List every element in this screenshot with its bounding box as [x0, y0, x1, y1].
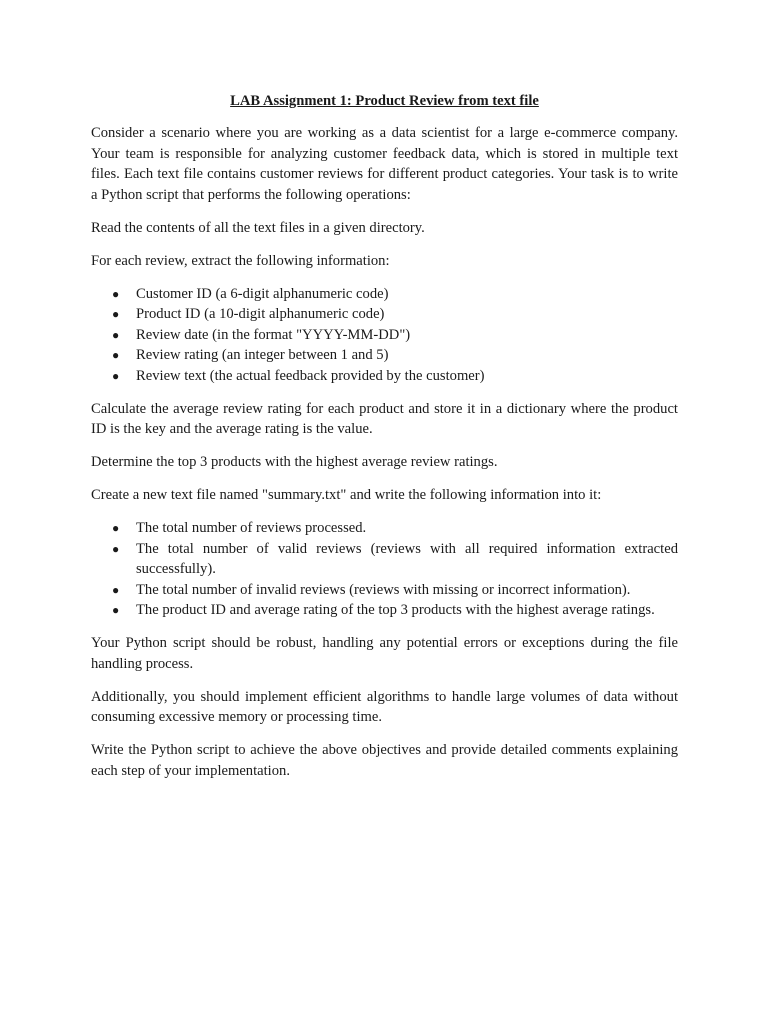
read-step-paragraph: Read the contents of all the text files in a given directory.	[91, 219, 425, 236]
bullet-icon: ●	[112, 541, 120, 556]
list-item-text: The product ID and average rating of the top 3 products with the highest average ratings.	[136, 602, 655, 618]
list-item-text: The total number of valid reviews (reviews with all required information extracted successfully).	[136, 540, 678, 577]
list-item-text: Review rating (an integer between 1 and 5)	[136, 347, 389, 363]
extract-step-paragraph: For each review, extract the following information:	[91, 252, 390, 269]
closing-paragraph: Write the Python script to achieve the above objectives and provide detailed comments explaining each step of your implementation.	[91, 742, 678, 779]
summary-list	[91, 518, 678, 621]
summary-step-paragraph: Create a new text file named "summary.txt" and write the following information into it:	[91, 487, 602, 503]
bullet-icon: ●	[112, 582, 120, 597]
list-item-text: The total number of invalid reviews (reviews with missing or incorrect information).	[136, 581, 631, 598]
robust-paragraph: Your Python script should be robust, handling any potential errors or exceptions during the file handling process.	[91, 635, 678, 672]
bullet-icon: ●	[112, 603, 120, 617]
list-item-text: Product ID (a 10-digit alphanumeric code)	[136, 306, 385, 322]
list-item-text: Review text (the actual feedback provided by the customer)	[136, 367, 485, 384]
list-item-text: Review date (in the format "YYYY-MM-DD")	[136, 326, 411, 343]
bullet-icon: ●	[112, 521, 120, 535]
bullet-icon: ●	[112, 286, 120, 301]
bullet-icon: ●	[112, 327, 120, 342]
average-step-paragraph: Calculate the average review rating for each product and store it in a dictionary where the product ID is the key and the average rating is the value.	[91, 400, 678, 437]
list-item	[91, 304, 678, 325]
list-item	[91, 518, 678, 539]
list-item	[91, 345, 678, 366]
list-item	[91, 539, 678, 580]
bullet-icon: ●	[112, 368, 120, 383]
top3-step-paragraph: Determine the top 3 products with the highest average review ratings.	[91, 454, 498, 470]
list-item	[91, 325, 678, 346]
efficient-paragraph: Additionally, you should implement efficient algorithms to handle large volumes of data without consuming excessive memory or processing time.	[91, 688, 678, 725]
list-item-text: The total number of reviews processed.	[136, 520, 367, 536]
document-title: LAB Assignment 1: Product Review from text file	[230, 93, 539, 109]
bullet-icon: ●	[112, 307, 120, 321]
list-item	[91, 600, 678, 621]
document-page	[91, 91, 678, 794]
intro-paragraph: Consider a scenario where you are working as a data scientist for a large e-commerce company. Your team is responsible for analyzing customer feedback data, which is stored in multiple text files. Each text file contains customer reviews for different product categories. Your task is to write a Python script that performs the following operations:	[91, 125, 678, 203]
list-item	[91, 580, 678, 601]
bullet-icon: ●	[112, 348, 120, 362]
extract-list	[91, 284, 678, 387]
list-item	[91, 284, 678, 305]
list-item-text: Customer ID (a 6-digit alphanumeric code)	[136, 285, 389, 302]
list-item	[91, 366, 678, 387]
